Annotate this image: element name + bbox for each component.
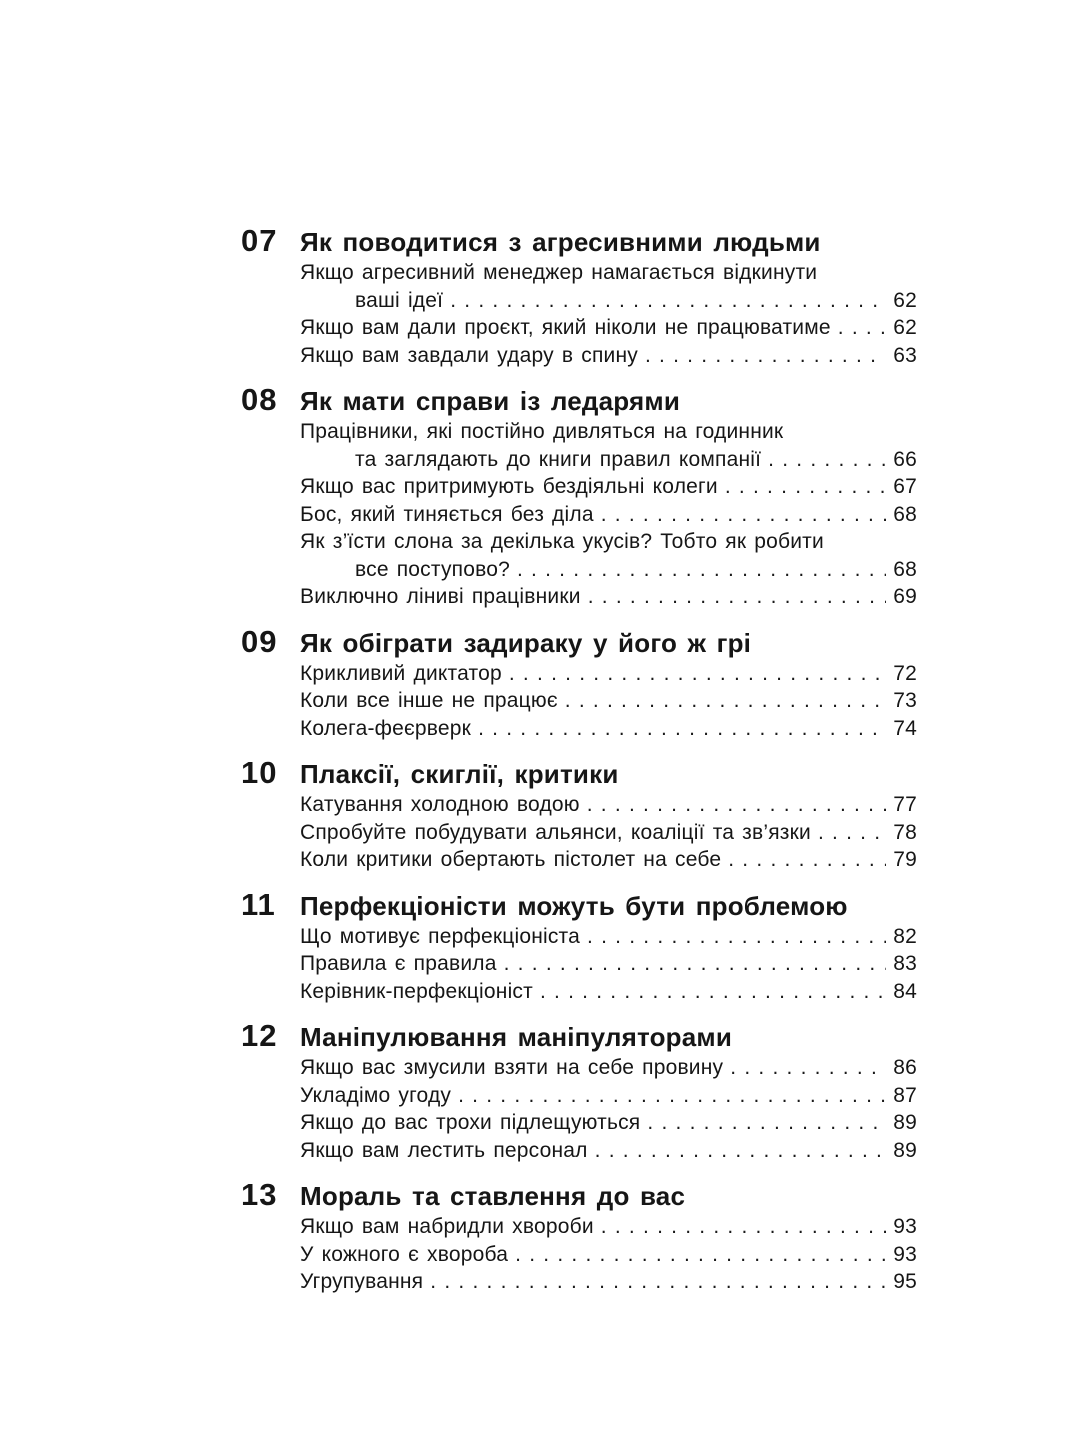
entry-text: Коли критики обертають пістолет на себе <box>300 848 722 871</box>
entry-text: Як з’їсти слона за декілька укусів? Тобто як робити <box>300 530 824 553</box>
entry-text: Що мотивує перфекціоніста <box>300 924 581 948</box>
entry-list <box>300 1213 917 1296</box>
page-number: 73 <box>893 689 917 712</box>
entry-list <box>300 259 917 369</box>
page-number: 86 <box>893 1056 917 1079</box>
chapter-title: Плаксії, скиглії, критики <box>300 759 619 789</box>
dot-leader <box>647 1109 886 1137</box>
toc-entry-line <box>300 1268 917 1296</box>
chapter-number: 07 <box>241 223 278 258</box>
chapter-heading <box>241 1019 917 1054</box>
entry-text: та заглядають до книги правил компанії <box>355 447 762 471</box>
entry-text: Працівники, які постійно дивляться на годинник <box>300 420 784 443</box>
chapter-title: Як обіграти задираку у його ж грі <box>300 627 752 658</box>
page-number: 89 <box>893 1111 917 1134</box>
dot-leader <box>768 446 886 474</box>
toc-entry-line <box>300 1109 917 1137</box>
toc-entry-line <box>300 473 917 501</box>
dot-leader <box>645 342 886 370</box>
page-number: 93 <box>893 1215 917 1238</box>
chapter-heading <box>241 1178 917 1213</box>
page-number: 93 <box>893 1242 917 1266</box>
entry-text: Бос, який тиняється без діла <box>300 502 594 526</box>
dot-leader <box>838 314 886 342</box>
dot-leader <box>728 846 886 874</box>
dot-leader <box>587 791 886 819</box>
entry-text: Якщо агресивний менеджер намагається відкинути <box>300 261 818 284</box>
chapter-title: Маніпулювання маніпуляторами <box>300 1022 733 1052</box>
page-number: 95 <box>893 1270 917 1293</box>
entry-text: Угрупування <box>300 1270 424 1293</box>
page-number: 87 <box>893 1083 917 1107</box>
toc-section <box>241 756 917 874</box>
toc-section <box>241 888 917 1006</box>
dot-leader <box>595 1137 886 1165</box>
toc-entry-line <box>300 923 917 951</box>
entry-text: Правила є правила <box>300 952 497 975</box>
entry-text: Якщо вам завдали удару в спину <box>300 343 638 367</box>
entry-text: У кожного є хвороба <box>300 1242 509 1266</box>
entry-text: Якщо вас притримують бездіяльні колеги <box>300 475 718 498</box>
entry-list <box>300 418 917 611</box>
toc-entry-line <box>300 314 917 342</box>
entry-text: Керівник-перфекціоніст <box>300 979 533 1003</box>
chapter-heading <box>241 224 917 259</box>
page-number: 72 <box>893 661 917 685</box>
toc-entry-line <box>300 660 917 688</box>
page-number: 89 <box>893 1138 917 1162</box>
chapter-title: Як поводитися з агресивними людьми <box>300 227 821 257</box>
dot-leader <box>478 715 886 743</box>
toc-entry-line <box>300 287 917 315</box>
chapter-heading <box>241 888 917 923</box>
toc <box>241 224 917 1296</box>
toc-entry-line <box>300 846 917 874</box>
dot-leader <box>601 1213 886 1241</box>
toc-section <box>241 1019 917 1164</box>
page-number: 63 <box>893 343 917 367</box>
toc-entry-line <box>300 1054 917 1082</box>
entry-list <box>300 791 917 874</box>
page-number: 62 <box>893 316 917 339</box>
entry-text: Якщо вам дали проєкт, який ніколи не працюватиме <box>300 316 831 339</box>
toc-entry-line <box>300 1137 917 1165</box>
toc-entry-line <box>300 791 917 819</box>
entry-text: Якщо вас змусили взяти на себе провину <box>300 1056 724 1079</box>
dot-leader <box>458 1082 886 1110</box>
chapter-title: Як мати справи із ледарями <box>300 386 681 416</box>
dot-leader <box>588 583 886 611</box>
chapter-number: 09 <box>241 623 278 659</box>
entry-text: Якщо вам лестить персонал <box>300 1138 588 1162</box>
toc-section <box>241 224 917 369</box>
page-number: 78 <box>893 820 917 844</box>
toc-entry-line <box>300 342 917 370</box>
entry-text: Крикливий диктатор <box>300 661 502 685</box>
page-number: 84 <box>893 979 917 1003</box>
entry-text: Укладімо угоду <box>300 1083 452 1107</box>
chapter-number: 10 <box>241 755 278 790</box>
entry-list <box>300 923 917 1006</box>
dot-leader <box>515 1241 886 1269</box>
page-number: 77 <box>893 793 917 816</box>
toc-entry-line <box>300 528 917 556</box>
entry-list <box>300 660 917 743</box>
dot-leader <box>587 923 886 951</box>
chapter-number: 12 <box>241 1018 278 1053</box>
page-number: 69 <box>893 585 917 608</box>
toc-entry-line <box>300 556 917 584</box>
page-number: 83 <box>893 952 917 975</box>
page-number: 68 <box>893 502 917 526</box>
chapter-number: 13 <box>241 1177 278 1212</box>
toc-entry-line <box>300 1213 917 1241</box>
dot-leader <box>509 660 886 688</box>
page-number: 79 <box>893 848 917 871</box>
toc-entry-line <box>300 950 917 978</box>
entry-text: Виключно ліниві працівники <box>300 585 581 608</box>
chapter-title: Перфекціоністи можуть бути проблемою <box>300 890 848 921</box>
toc-entry-line <box>300 259 917 287</box>
page-number: 74 <box>893 716 917 740</box>
entry-text: Катування холодною водою <box>300 793 580 816</box>
entry-list <box>300 1054 917 1164</box>
toc-entry-line <box>300 978 917 1006</box>
chapter-heading <box>241 756 917 791</box>
toc-entry-line <box>300 1241 917 1269</box>
toc-entry-line <box>300 583 917 611</box>
toc-entry-line <box>300 418 917 446</box>
toc-entry-line <box>300 501 917 529</box>
entry-text: ваші ідеї <box>355 288 444 312</box>
dot-leader <box>725 473 886 501</box>
dot-leader <box>450 287 886 315</box>
dot-leader <box>730 1054 886 1082</box>
entry-text: все поступово? <box>355 557 510 581</box>
entry-text: Коли все інше не працює <box>300 689 558 712</box>
toc-entry-line <box>300 715 917 743</box>
dot-leader <box>565 687 886 715</box>
dot-leader <box>601 501 886 529</box>
page-number: 66 <box>893 447 917 471</box>
dot-leader <box>430 1268 886 1296</box>
entry-text: Колега-феєрверк <box>300 716 472 740</box>
entry-text: Спробуйте побудувати альянси, коаліції та зв’язки <box>300 820 811 844</box>
chapter-heading <box>241 625 917 660</box>
page-number: 62 <box>893 288 917 312</box>
dot-leader <box>504 950 886 978</box>
toc-section <box>241 383 917 611</box>
page-number: 68 <box>893 557 917 581</box>
chapter-heading <box>241 383 917 418</box>
dot-leader <box>818 819 886 847</box>
entry-text: Якщо вам набридли хвороби <box>300 1215 594 1238</box>
chapter-title: Мораль та ставлення до вас <box>300 1181 686 1211</box>
entry-text: Якщо до вас трохи підлещуються <box>300 1111 641 1134</box>
toc-section <box>241 625 917 743</box>
page-number: 67 <box>893 475 917 498</box>
dot-leader <box>540 978 886 1006</box>
toc-entry-line <box>300 687 917 715</box>
toc-section <box>241 1178 917 1296</box>
chapter-number: 08 <box>241 382 278 417</box>
toc-entry-line <box>300 446 917 474</box>
toc-entry-line <box>300 819 917 847</box>
toc-entry-line <box>300 1082 917 1110</box>
dot-leader <box>517 556 886 584</box>
chapter-number: 11 <box>241 886 276 922</box>
page-number: 82 <box>893 924 917 948</box>
